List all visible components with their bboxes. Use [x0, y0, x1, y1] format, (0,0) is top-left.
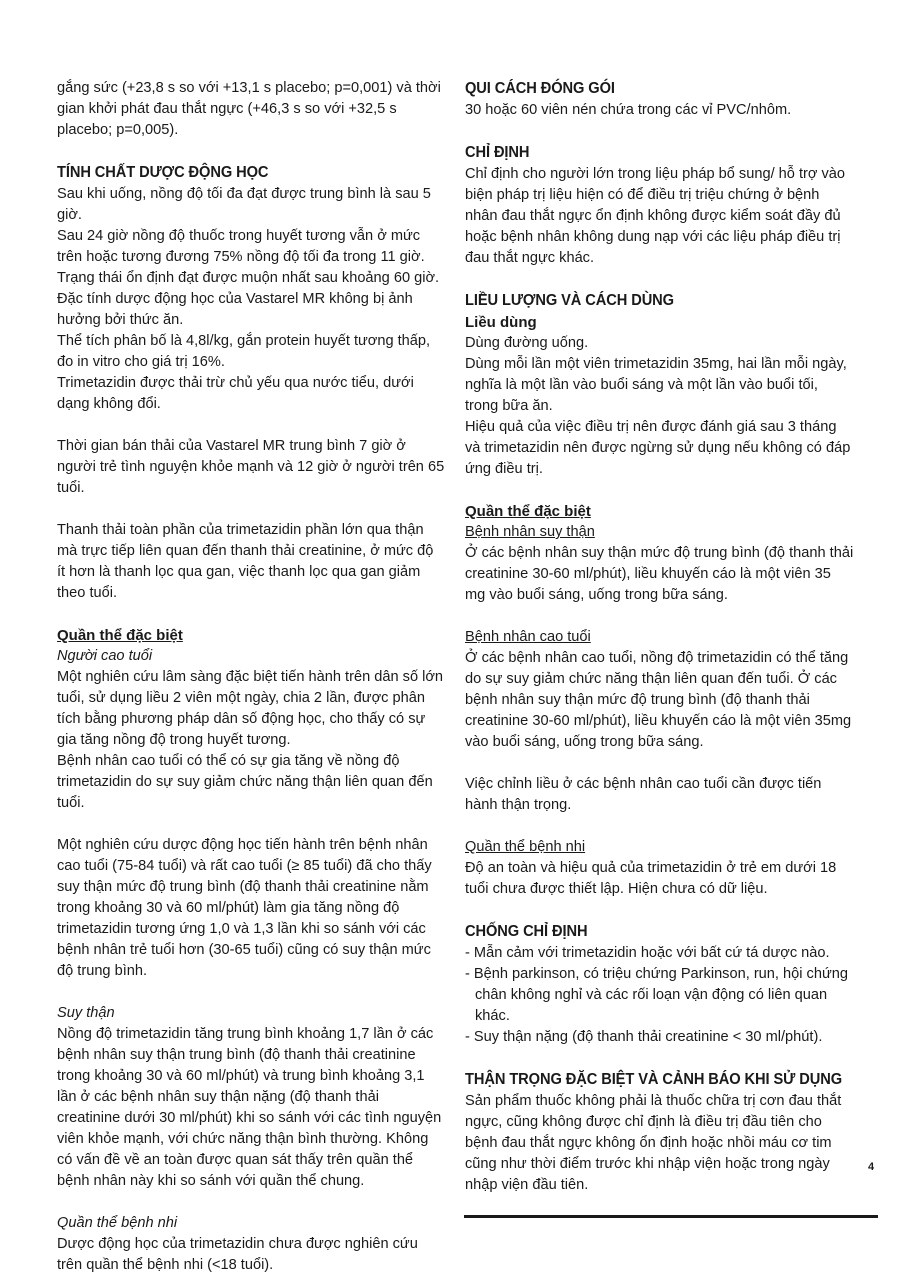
pd-intro-paragraph: gắng sức (+23,8 s so với +13,1 s placebo; p=0,001) và thời gian khởi phát đau thắt ngực (+46,3 s so với +32,5 s placebo; p=0,005).	[57, 80, 441, 138]
pk-line: Thể tích phân bố là 4,8l/kg, gắn protein huyết tương thấp, đo in vitro cho giá trị 16%.	[57, 333, 431, 370]
left-column	[57, 78, 445, 1276]
indication-heading: CHỈ ĐỊNH	[465, 144, 530, 161]
contraindication-item: - Suy thận nặng (độ thanh thải creatinine < 30 ml/phút).	[465, 1029, 823, 1045]
renal-subheading: Bệnh nhân suy thận	[465, 524, 595, 540]
renal-dosage-text: Ở các bệnh nhân suy thận mức độ trung bình (độ thanh thải creatinine 30-60 ml/phút), liều khuyến cáo là một viên 35 mg vào buổi sáng, uống trong bữa sáng.	[465, 545, 854, 603]
contraindications-list	[465, 943, 855, 1048]
elderly-subheading: Người cao tuổi	[57, 648, 153, 664]
elderly-subheading: Bệnh nhân cao tuổi	[465, 629, 591, 645]
pharmacokinetics-heading: TÍNH CHẤT DƯỢC ĐỘNG HỌC	[57, 164, 269, 181]
pk-line: Đặc tính dược động học của Vastarel MR không bị ảnh hưởng bởi thức ăn.	[57, 291, 413, 328]
pk-line: Sau 24 giờ nồng độ thuốc trong huyết tương vẫn ở mức trên hoặc tương đương 75% nồng độ tối đa trong 11 giờ.	[57, 228, 425, 265]
pk-line: Trạng thái ổn định đạt được muộn nhất sau khoảng 60 giờ.	[57, 270, 440, 286]
elderly-adjustment-text: Việc chỉnh liều ở các bệnh nhân cao tuổi cần được tiến hành thận trọng.	[465, 776, 822, 813]
elderly-study-paragraph: Một nghiên cứu dược động học tiến hành trên bệnh nhân cao tuổi (75-84 tuổi) và rất cao tuổi (≥ 85 tuổi) đã cho thấy suy thận mức độ trung bình (độ thanh thải creatinine nằm trong khoảng 30 và 60 ml/phút) làm gia tăng nồng độ trimetazidin tương ứng 1,0 và 1,3 lần khi so sánh với các bệnh nhân trẻ tuổi hơn (30-65 tuổi) cũng có suy thận mức độ trung bình.	[57, 837, 432, 979]
footer-rule	[464, 1215, 878, 1218]
dosage-line: Dùng mỗi lần một viên trimetazidin 35mg, hai lần mỗi ngày, nghĩa là một lần vào buổi sáng và một lần vào buổi tối, trong bữa ăn.	[465, 356, 847, 414]
clearance-paragraph: Thanh thải toàn phần của trimetazidin phần lớn qua thận mà trực tiếp liên quan đến thanh thải creatinine, ở mức độ ít hơn là thanh lọc qua gan, việc thanh lọc qua gan giảm theo tuổi.	[57, 522, 434, 601]
indication-text: Chỉ định cho người lớn trong liệu pháp bổ sung/ hỗ trợ vào biện pháp trị liệu hiện có để điều trị triệu chứng ở bệnh nhân đau thắt ngực ổn định không được kiểm soát đầy đủ hoặc bệnh nhân không dung nạp với các liệu pháp điều trị đau thắt ngực khác.	[465, 166, 846, 266]
special-populations-heading: Quần thể đặc biệt	[57, 627, 183, 644]
page-number: 4	[868, 1161, 875, 1173]
elderly-paragraph: Bệnh nhân cao tuổi có thể có sự gia tăng về nồng độ trimetazidin do sự suy giảm chức năng thận liên quan đến tuổi.	[57, 753, 433, 811]
contraindications-heading: CHỐNG CHỈ ĐỊNH	[465, 923, 588, 940]
elderly-dosage-text: Ở các bệnh nhân cao tuổi, nồng độ trimetazidin có thể tăng do sự suy giảm chức năng thận liên quan đến tuổi. Ở các bệnh nhân suy thận mức độ trung bình (độ thanh thải creatinine 30-60 ml/phút), liều khuyến cáo là một viên 35mg vào buổi sáng, uống trong bữa sáng.	[465, 650, 852, 750]
pediatric-dosage-text: Độ an toàn và hiệu quả của trimetazidin ở trẻ em dưới 18 tuổi chưa được thiết lập. Hiện chưa có dữ liệu.	[465, 860, 837, 897]
warnings-heading: THẬN TRỌNG ĐẶC BIỆT VÀ CẢNH BÁO KHI SỬ DỤNG	[465, 1071, 843, 1088]
right-column	[465, 78, 855, 1196]
special-populations-heading: Quần thể đặc biệt	[465, 503, 591, 520]
packaging-text: 30 hoặc 60 viên nén chứa trong các vỉ PVC/nhôm.	[465, 102, 792, 118]
renal-subheading: Suy thận	[57, 1005, 115, 1021]
pediatric-paragraph: Dược động học của trimetazidin chưa được nghiên cứu trên quần thể bệnh nhi (<18 tuổi).	[57, 1236, 418, 1273]
pediatric-subheading: Quần thể bệnh nhi	[57, 1215, 178, 1231]
pediatric-subheading: Quần thể bệnh nhi	[465, 839, 586, 855]
warnings-text: Sản phẩm thuốc không phải là thuốc chữa trị cơn đau thắt ngực, cũng không được chỉ định là điều trị đầu tiên cho bệnh đau thắt ngực không ổn định hoặc nhồi máu cơ tim cũng như thời điểm trước khi nhập viện hoặc trong ngày nhập viện đầu tiên.	[465, 1093, 842, 1193]
pk-line: Sau khi uống, nồng độ tối đa đạt được trung bình là sau 5 giờ.	[57, 186, 431, 223]
dosage-line: Dùng đường uống.	[465, 335, 589, 351]
elderly-paragraph: Một nghiên cứu lâm sàng đặc biệt tiến hành trên dân số lớn tuổi, sử dụng liều 2 viên một ngày, chia 2 lần, được phân tích bằng phương pháp dân số động học, cho thấy có sự gia tăng nồng độ trong huyết tương.	[57, 669, 444, 748]
half-life-paragraph: Thời gian bán thải của Vastarel MR trung bình 7 giờ ở người trẻ tình nguyện khỏe mạnh và 12 giờ ở người trên 65 tuổi.	[57, 438, 445, 496]
contraindication-item: - Mẫn cảm với trimetazidin hoặc với bất cứ tá dược nào.	[465, 945, 830, 961]
pk-line: Trimetazidin được thải trừ chủ yếu qua nước tiểu, dưới dạng không đổi.	[57, 375, 414, 412]
dosage-subheading: Liều dùng	[465, 314, 537, 331]
contraindication-item: - Bệnh parkinson, có triệu chứng Parkinson, run, hội chứng chân không nghỉ và các rối loạn vận động có liên quan khác.	[465, 966, 848, 1024]
dosage-line: Hiệu quả của việc điều trị nên được đánh giá sau 3 tháng và trimetazidin nên được ngừng sử dụng nếu không có đáp ứng điều trị.	[465, 419, 851, 477]
dosage-heading: LIỀU LƯỢNG VÀ CÁCH DÙNG	[465, 292, 674, 309]
renal-paragraph: Nồng độ trimetazidin tăng trung bình khoảng 1,7 lần ở các bệnh nhân suy thận trung bình (độ thanh thải creatinine trong khoảng 30 và 60 ml/phút) và trung bình khoảng 3,1 lần ở các bệnh nhân suy thận nặng (độ thanh thải creatinine dưới 30 ml/phút) khi so sánh với các tình nguyện viên khỏe mạnh, với chức năng thận bình thường. Không có vấn đề về an toàn được quan sát thấy trên quần thể bệnh nhân này khi so sánh với quần thể chung.	[57, 1026, 442, 1189]
packaging-heading: QUI CÁCH ĐÓNG GÓI	[465, 80, 615, 97]
